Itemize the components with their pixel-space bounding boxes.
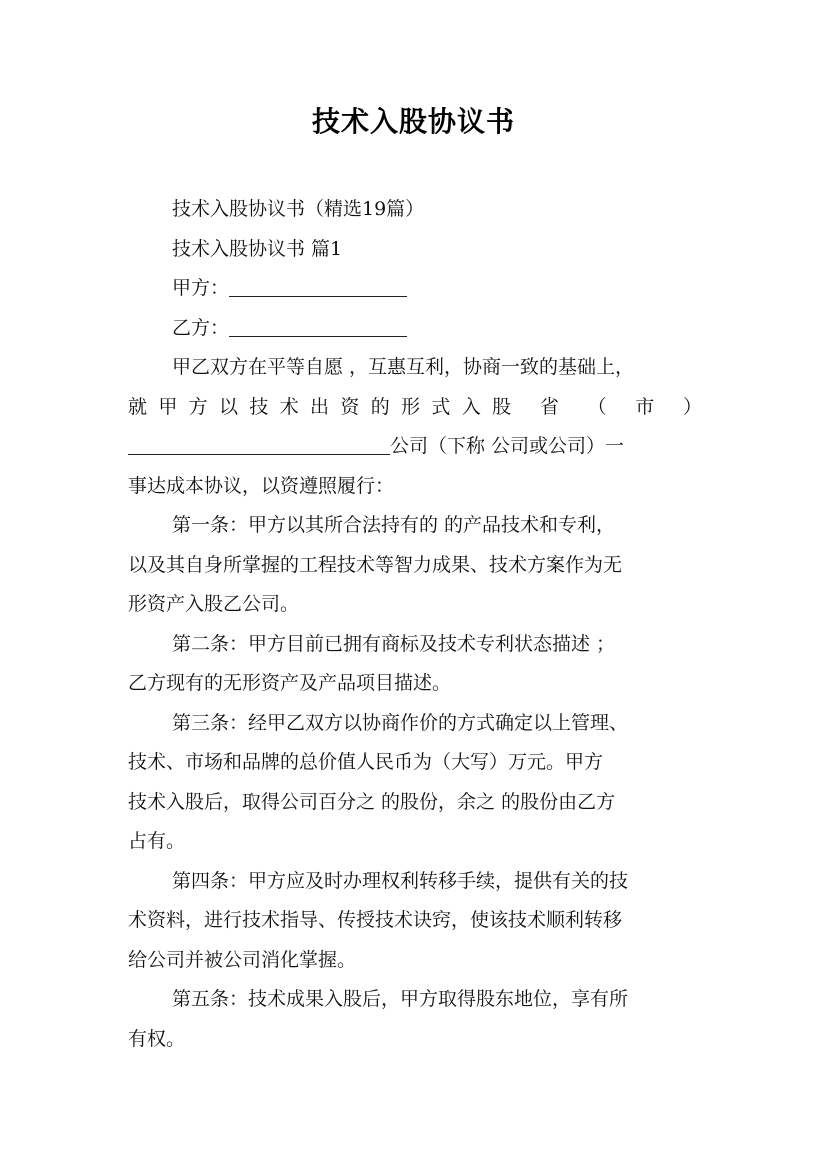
- intro-line-4: 事达成本协议，以资遵照履行：: [128, 474, 395, 497]
- party-b-blank: [229, 314, 407, 337]
- article1-line-2: 以及其自身所掌握的工程技术等智力成果、技术方案作为无: [128, 553, 623, 576]
- document-title: 技术入股协议书: [311, 105, 515, 138]
- article3-line-2: 技术、市场和品牌的总价值人民币为（大写）万元。甲方: [128, 751, 604, 773]
- intro-line-3-text: 公司（下称 公司或公司）一: [390, 435, 625, 457]
- subtitle-line: 技术入股协议书（精选19篇）: [172, 198, 425, 220]
- party-a-blank: [229, 274, 407, 297]
- intro-line-1: 甲乙双方在平等自愿 ，互惠互利，协商一致的基础上，: [172, 356, 635, 378]
- document-body: [128, 190, 702, 1059]
- article3-line-1: 第三条：经甲乙双方以协商作价的方式确定以上管理、: [172, 711, 629, 734]
- intro-line-2: 就甲方以技术出资的形式入股 省 （ 市 ）: [128, 395, 702, 418]
- article2-line-1: 第二条：甲方目前已拥有商标及技术专利状态描述 ；: [172, 632, 616, 655]
- article2-line-2: 乙方现有的无形资产及产品项目描述。: [128, 672, 452, 694]
- section-heading: 技术入股协议书 篇1: [172, 237, 343, 260]
- article4-line-2: 术资料，进行技术指导、传授技术诀窍，使该技术顺利转移: [128, 909, 623, 931]
- article3-line-3: 技术入股后，取得公司百分之 的股份，余之 的股份由乙方: [128, 790, 616, 813]
- article3-line-4: 占有。: [128, 830, 186, 852]
- article4-line-1: 第四条：甲方应及时办理权利转移手续，提供有关的技: [172, 869, 629, 892]
- article1-line-1: 第一条：甲方以其所合法持有的 的产品技术和专利，: [172, 514, 616, 536]
- intro-line-3: [128, 427, 702, 467]
- article5-line-1: 第五条：技术成果入股后，甲方取得股东地位，享有所: [172, 988, 629, 1010]
- article4-line-3: 给公司并被公司消化掌握。: [128, 948, 357, 971]
- article5-line-2: 有权。: [128, 1027, 186, 1050]
- party-b-label: 乙方：: [172, 316, 230, 339]
- company-name-blank: [128, 432, 390, 455]
- article1-line-3: 形资产入股乙公司。: [128, 593, 300, 615]
- party-b-line: [128, 309, 702, 349]
- party-a-line: [128, 269, 702, 309]
- party-a-label: 甲方：: [172, 277, 230, 299]
